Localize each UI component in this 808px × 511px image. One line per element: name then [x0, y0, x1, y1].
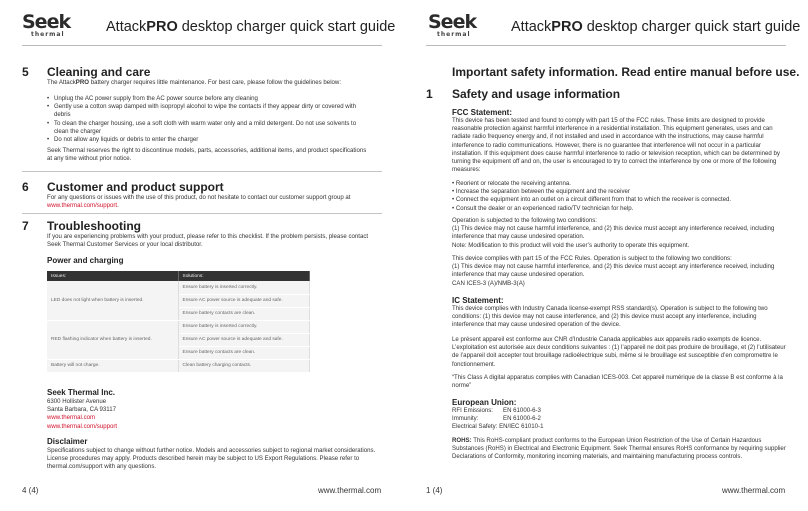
support-link[interactable]: www.thermal.com/support — [47, 202, 118, 210]
header-divider — [426, 45, 786, 46]
section-divider — [22, 171, 382, 172]
list-item: Immunity: EN 61000-6-2 — [452, 415, 541, 423]
issue-cell: Battery will not charge. — [47, 359, 178, 372]
page-title: AttackPRO desktop charger quick start guide — [106, 19, 396, 35]
column-header-issues: Issues: — [47, 271, 178, 281]
section-divider — [22, 213, 382, 214]
page-number: 4 (4) — [22, 486, 39, 495]
eu-standards — [452, 407, 652, 432]
cleaning-notice: Seek Thermal reserves the right to discontinue models, parts, accessories, additional items, and product specifications at any time without prior notice. — [47, 147, 367, 163]
ic-class-a: “This Class A digital apparatus complies with Canadian ICES-003. Cet appareil numérique de la classe B est conforme à la norme” — [452, 374, 783, 390]
ic-statement: This device complies with Industry Canada license-exempt RSS standard(s). Operation is subject to the following two conditions: (1) this device may not cause interference, and (2) this device must accept any interference, including interference that may cause undesired operation of the device. — [452, 305, 768, 329]
section-number: 6 — [22, 180, 29, 194]
company-address: 6300 Hollister Avenue Santa Barbara, CA 93117 www.thermal.com www.thermal.com/support — [47, 398, 118, 430]
disclaimer-heading: Disclaimer — [47, 437, 88, 446]
header-divider — [22, 45, 382, 46]
table-row — [47, 281, 309, 294]
ic-heading: IC Statement: — [452, 296, 504, 305]
solution-cell: Ensure AC power source is adequate and safe. — [178, 294, 309, 307]
section-number: 7 — [22, 219, 29, 233]
list-item: • Connect the equipment into an outlet on a circuit different from that to which the receiver is connected. — [452, 196, 732, 204]
list-item: • Consult the dealer or an experienced radio/TV technician for help. — [452, 204, 634, 212]
table-row — [47, 359, 309, 372]
footer-url[interactable]: www.thermal.com — [318, 486, 382, 495]
eu-heading: European Union: — [452, 398, 517, 407]
solution-cell: Clean battery charging contacts. — [178, 359, 309, 372]
section-heading-troubleshooting: Troubleshooting — [47, 219, 141, 233]
solution-cell: Ensure battery contacts are clean. — [178, 346, 309, 359]
support-text: For any questions or issues with the use of this product, do not hesitate to contact our customer support group at www.thermal.com/support. — [47, 194, 351, 210]
solution-cell: Ensure AC power source is adequate and safe. — [178, 333, 309, 346]
list-item: • Gently use a cotton swap damped with isopropyl alcohol to wipe the contacts if they appear dirty or covered with debris — [47, 103, 365, 119]
list-item: RFI Emissions: EN 61000-6-3 — [452, 407, 541, 414]
fcc-statement: This device has been tested and found to comply with part 15 of the FCC rules. These limits are designed to provide reasonable protection against harmful interference in a residential installation. This equipment generates, uses and can radiate radio frequency energy and, if not installed and used in accordance with the instructions, may cause harmful interference to radio communications. However, there is no guarantee that interference will not occur in a particular installation. If this equipment does cause harmful interference to radio or television reception, which can be determined by turning the equipment off and on, the user is encouraged to try to correct the interference by one or more of the following measures: — [452, 117, 780, 174]
rohs-statement: ROHS: This RoHS-compliant product conforms to the European Union Restriction of the Use of Certain Hazardous Substances (RoHS) in Electrical and Electronic Equipment. Seek Thermal ensures RoHS conformance by requiring supplier Declarations of Conformity, monitoring incoming materials, and maintaining manufacturing process controls. — [452, 437, 786, 461]
cleaning-intro: The AttackPRO battery charger requires little maintenance. For best care, please follow the guidelines below: — [47, 79, 342, 86]
troubleshooting-table — [47, 271, 310, 373]
page-number: 1 (4) — [426, 486, 443, 495]
issue-cell: RED flashing indicator when battery is inserted. — [47, 320, 178, 359]
list-item: • Do not allow any liquids or debris to enter the charger — [47, 136, 365, 144]
important-safety-heading: Important safety information. Read entire manual before use. — [452, 65, 800, 79]
table-row — [47, 320, 309, 333]
seek-thermal-logo: Seek thermal — [22, 11, 71, 38]
solution-cell: Ensure battery is inserted correctly. — [178, 281, 309, 294]
solution-cell: Ensure battery contacts are clean. — [178, 307, 309, 320]
cleaning-guidelines-list — [47, 95, 365, 144]
power-charging-heading: Power and charging — [47, 256, 124, 265]
section-heading-cleaning: Cleaning and care — [47, 65, 151, 79]
table-header-row — [47, 271, 309, 281]
section-heading-support: Customer and product support — [47, 180, 224, 194]
support-page-link[interactable]: www.thermal.com/support — [47, 422, 118, 430]
seek-thermal-logo: Seek thermal — [428, 11, 477, 38]
section-heading-safety: Safety and usage information — [452, 87, 621, 101]
solution-cell: Ensure battery is inserted correctly. — [178, 320, 309, 333]
website-link[interactable]: www.thermal.com — [47, 414, 96, 422]
footer-url[interactable]: www.thermal.com — [722, 486, 786, 495]
fcc-measures — [452, 180, 788, 213]
troubleshooting-text: If you are experiencing problems with your product, please refer to this checklist. If the problem persists, please contact Seek Thermal Customer Services or your local distributor. — [47, 233, 369, 249]
list-item: • Unplug the AC power supply from the AC power source before any cleaning — [47, 95, 365, 103]
column-header-solutions: Solutions: — [178, 271, 309, 281]
page-title: AttackPRO desktop charger quick start guide — [511, 19, 801, 35]
ic-statement-french: Le présent appareil est conforme aux CNR d’Industrie Canada applicables aux appareils radio exempts de licence. L’exploitation est autorisée aux deux conditions suivantes : (1) l’appareil ne doit pas produire de brouillage, et (2) l’utilisateur de l’appareil doit accepter tout brouillage radioélectrique subi, même si le brouillage est susceptible d’en compromettre le fonctionnement. — [452, 336, 786, 368]
section-number: 1 — [426, 87, 433, 101]
fcc-heading: FCC Statement: — [452, 108, 513, 117]
list-item: Electrical Safety: EN/IEC 61010-1 — [452, 423, 544, 431]
section-number: 5 — [22, 65, 29, 79]
list-item: • Increase the separation between the equipment and the receiver — [452, 188, 630, 196]
list-item: • Reorient or relocate the receiving antenna. — [452, 180, 572, 187]
company-name: Seek Thermal Inc. — [47, 388, 116, 397]
disclaimer-text: Specifications subject to change without further notice. Models and accessories subject to regional market considerations. License procedures may apply. Products described herein may be subject to US Export Regulations. Please refer to thermal.com/support with any questions. — [47, 447, 376, 471]
page-right — [404, 0, 808, 511]
list-item: • To clean the charger housing, use a soft cloth with warm water only and a mild detergent. Do not use solvents to clean the charger — [47, 120, 365, 136]
fcc-compliance: This device complies with part 15 of the FCC Rules. Operation is subject to the following two conditions: (1) This device may not cause harmful interference, and (2) this device must accept any interference received, including interference that may cause undesired operation. CAN ICES-3 (A)/NMB-3(A) — [452, 255, 775, 287]
issue-cell: LED does not light when battery is inserted. — [47, 281, 178, 320]
fcc-conditions: Operation is subjected to the following two conditions: (1) This device may not cause harmful interference, and (2) this device must accept any interference received, including interference that may cause undesired operation. Note: Modification to this product will void the user’s authority to operate this equipment. — [452, 217, 775, 249]
